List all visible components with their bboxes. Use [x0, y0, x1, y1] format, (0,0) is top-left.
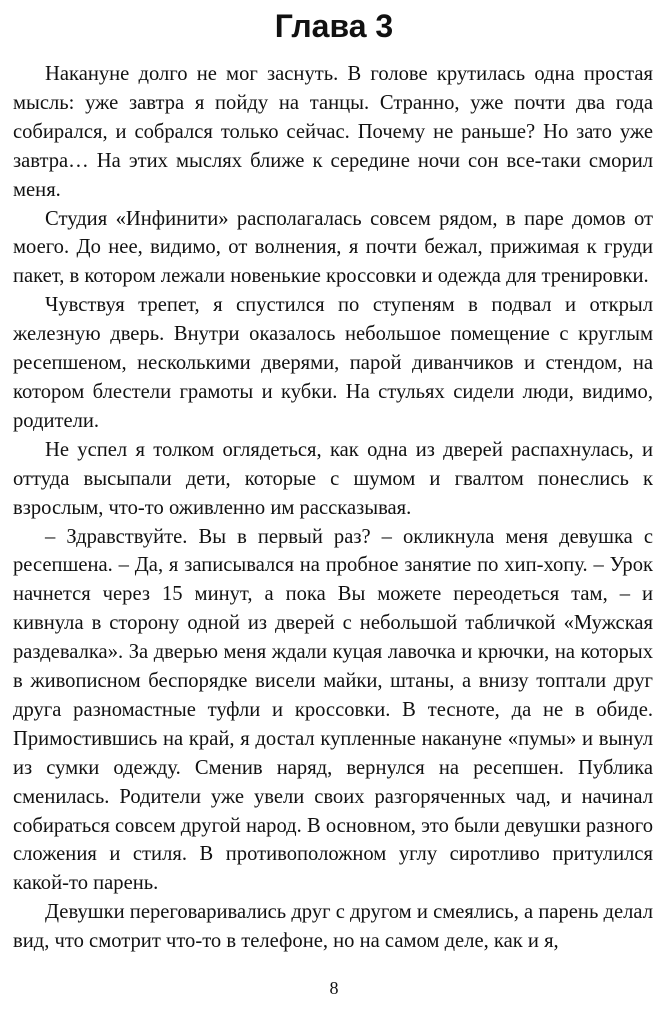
paragraph: Чувствуя трепет, я спустился по ступеням в подвал и открыл железную дверь. Внутри оказалось небольшое помещение с круглым ресепшеном, несколькими дверями, парой диванчиков и стендом, на котором блестели грамоты и кубки. На стульях сидели люди, видимо, родители. [13, 294, 653, 432]
paragraph: Накануне долго не мог заснуть. В голове крутилась одна простая мысль: уже завтра я пойду на танцы. Странно, уже почти два года собирался, и собрался только сейчас. Почему не раньше? Но зато уже завтра… На этих мыслях ближе к середине ночи сон все-таки сморил меня. [13, 63, 653, 201]
page-number: 8 [329, 978, 339, 998]
paragraph: Студия «Инфинити» располагалась совсем рядом, в паре домов от моего. До нее, видимо, от волнения, я почти бежал, прижимая к груди пакет, в котором лежали новенькие кроссовки и одежда для тренировки. [13, 207, 653, 288]
paragraph: Не успел я толком оглядеться, как одна из дверей распахнулась, и оттуда высыпали дети, которые с шумом и гвалтом понеслись к взрослым, что-то оживленно им рассказывая. [13, 438, 653, 519]
paragraph: Девушки переговаривались друг с другом и смеялись, а парень делал вид, что смотрит что-то в телефоне, но на самом деле, как и я, [13, 901, 653, 953]
paragraph: – Здравствуйте. Вы в первый раз? – окликнула меня девушка с ресепшена. – Да, я записывался на пробное занятие по хип-хопу. – Урок начнется через 15 минут, а пока Вы можете переодеться там, – и кивнула в сторону одной из дверей с небольшой табличкой «Мужская раздевалка». За дверью меня ждали куцая лавочка и крючки, на которых в живописном беспорядке висели майки, штаны, а внизу топтали друг друга разномастные туфли и кроссовки. В тесноте, да не в обиде. Примостившись на край, я достал купленные накануне «пумы» и вынул из сумки одежду. Сменив наряд, вернулся на ресепшен. Публика сменилась. Родители уже увели своих разгоряченных чад, и начинал собираться совсем другой народ. В основном, это были девушки разного сложения и стиля. В противоположном углу сиротливо притулился какой-то парень. [13, 525, 653, 895]
chapter-body [13, 60, 653, 956]
chapter-title: Глава 3 [274, 8, 394, 44]
